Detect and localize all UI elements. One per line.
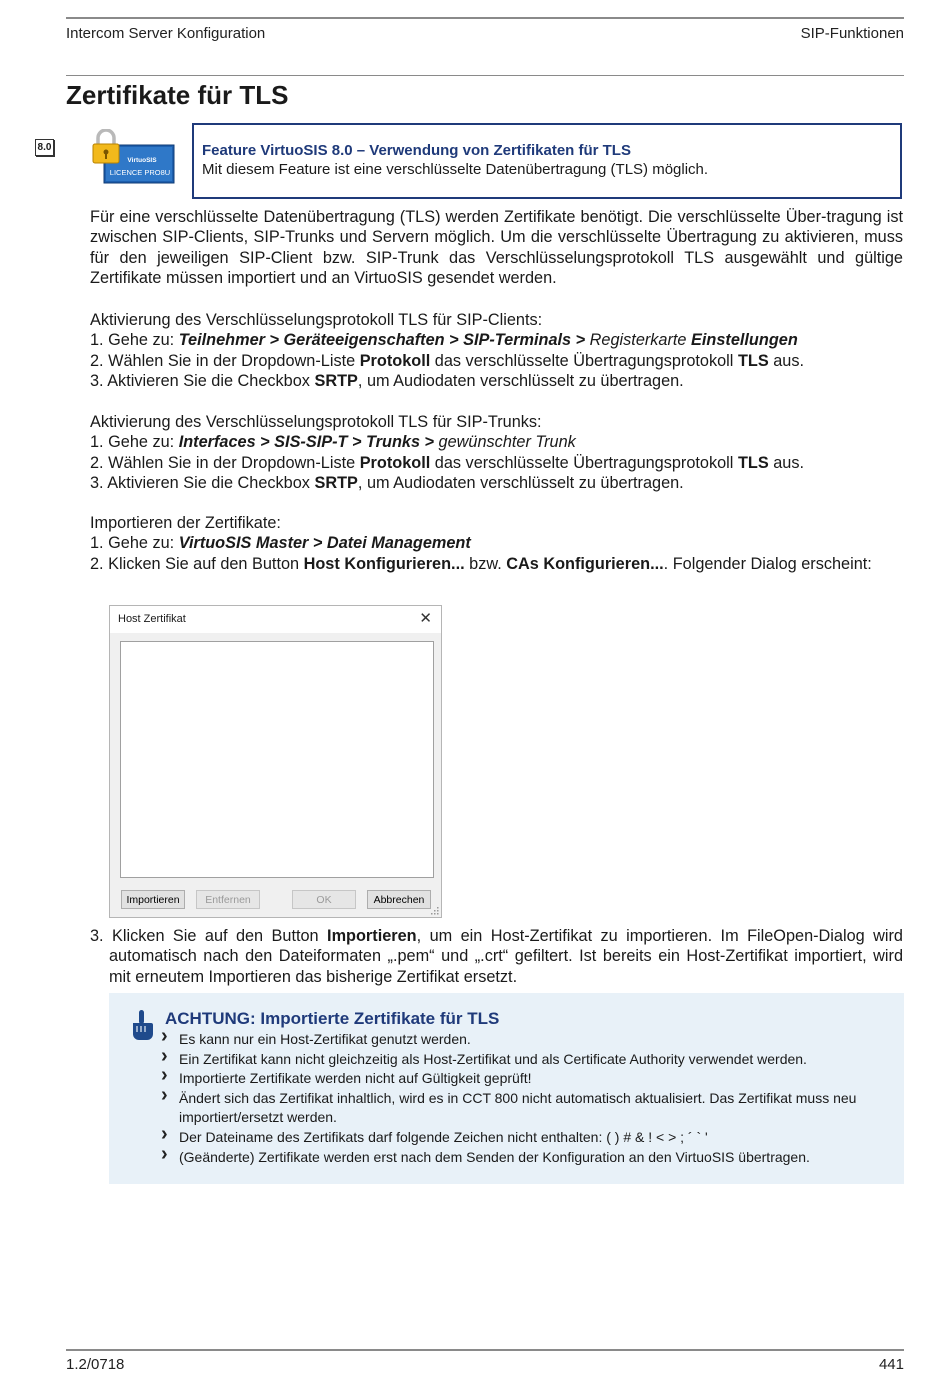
dialog-titlebar xyxy=(110,606,441,633)
certificate-list[interactable] xyxy=(120,641,434,878)
page-title: Zertifikate für TLS xyxy=(66,80,289,110)
import-step-1: 1. Gehe zu: VirtuoSIS Master > Datei Management xyxy=(90,534,471,553)
feature-title: Feature VirtuoSIS 8.0 – Verwendung von Zertifikaten für TLS xyxy=(202,142,631,159)
list-item: › Der Dateiname des Zertifikats darf folgende Zeichen nicht enthalten: ( ) # & ! < > ; ´ ` ' xyxy=(161,1128,891,1148)
remove-button[interactable]: Entfernen xyxy=(196,890,260,909)
clients-step-1: 1. Gehe zu: Teilnehmer > Geräteeigenschaften > SIP-Terminals > Registerkarte Einstellungen xyxy=(90,331,798,350)
pointing-hand-icon xyxy=(130,1009,154,1041)
warning-list xyxy=(161,1030,891,1167)
page-number: 441 xyxy=(878,1356,904,1373)
header-left: Intercom Server Konfiguration xyxy=(66,25,266,42)
import-step-2: 2. Klicken Sie auf den Button Host Konfigurieren... bzw. CAs Konfigurieren.... Folgender Dialog erscheint: xyxy=(90,554,872,573)
trunks-step-3: 3. Aktivieren Sie die Checkbox SRTP, um Audiodaten verschlüsselt zu übertragen. xyxy=(90,473,684,492)
list-item: › Ändert sich das Zertifikat inhaltlich, wird es in CCT 800 nicht automatisch aktualisiert. Das Zertifikat muss neu importiert/ersetzt werden. xyxy=(161,1089,891,1128)
trunks-step-2: 2. Wählen Sie in der Dropdown-Liste Protokoll das verschlüsselte Übertragungsprotokoll TLS aus. xyxy=(90,453,805,472)
footer-left: 1.2/0718 xyxy=(66,1356,125,1373)
version-badge: 8.0 xyxy=(35,139,54,156)
intro-paragraph: Für eine verschlüsselte Datenübertragung (TLS) werden Zertifikate benötigt. Die verschlüsselte Über-tragung ist zwischen SIP-Clients, SIP-Trunks und Servern möglich. Um die verschlüsselte Übertragung zu aktivieren, muss für den jeweiligen SIP-Client bzw. SIP-Trunk das Verschlüsselungsprotokoll TLS ausgewählt und gültige Zertifikate müssen importiert und an VirtuoSIS gesendet werden. xyxy=(90,208,903,287)
import-step-3: 3. Klicken Sie auf den Button Importieren, um ein Host-Zertifikat zu importieren. Im FileOpen-Dialog wird automatisch nach den Dateiformaten „.pem“ und „.crt“ gefiltert. Ist bereits ein Host-Zertifikat importiert, wird mit erneutem Importieren das bisherige Zertifikat ersetzt. xyxy=(90,927,903,986)
trunks-heading: Aktivierung des Verschlüsselungsprotokoll TLS für SIP-Trunks: xyxy=(90,413,542,431)
resize-grip-icon[interactable] xyxy=(430,906,439,915)
import-heading: Importieren der Zertifikate: xyxy=(90,514,281,532)
feature-text: Mit diesem Feature ist eine verschlüsselte Datenübertragung (TLS) möglich. xyxy=(202,161,709,178)
dialog-title: Host Zertifikat xyxy=(118,613,186,625)
footer-rule xyxy=(66,1349,904,1351)
header-right: SIP-Funktionen xyxy=(800,25,904,42)
clients-step-2: 2. Wählen Sie in der Dropdown-Liste Protokoll das verschlüsselte Übertragungsprotokoll TLS aus. xyxy=(90,351,805,370)
license-label: LICENCE PRO8U xyxy=(109,168,171,177)
clients-heading: Aktivierung des Verschlüsselungsprotokoll TLS für SIP-Clients: xyxy=(90,311,543,329)
host-certificate-dialog xyxy=(109,605,442,918)
clients-step-3: 3. Aktivieren Sie die Checkbox SRTP, um Audiodaten verschlüsselt zu übertragen. xyxy=(90,371,684,390)
header-bottom-rule xyxy=(66,75,904,76)
list-item: › Importierte Zertifikate werden nicht auf Gültigkeit geprüft! xyxy=(161,1069,891,1089)
list-item: › Ein Zertifikat kann nicht gleichzeitig als Host-Zertifikat und als Certificate Authority verwendet werden. xyxy=(161,1050,891,1070)
list-item: › (Geänderte) Zertifikate werden erst nach dem Senden der Konfiguration an den VirtuoSIS übertragen. xyxy=(161,1148,891,1168)
feature-box xyxy=(192,123,902,199)
warning-title: ACHTUNG: Importierte Zertifikate für TLS xyxy=(165,1009,500,1028)
import-section xyxy=(90,513,903,574)
intro-section xyxy=(90,207,903,288)
warning-box xyxy=(109,993,904,1184)
license-brand: VirtuoSIS xyxy=(127,157,157,164)
trunks-section xyxy=(90,412,903,493)
cancel-button[interactable]: Abbrechen xyxy=(367,890,431,909)
clients-section xyxy=(90,310,903,391)
import-button[interactable]: Importieren xyxy=(121,890,185,909)
list-item: › Es kann nur ein Host-Zertifikat genutzt werden. xyxy=(161,1030,891,1050)
ok-button[interactable]: OK xyxy=(292,890,356,909)
trunks-step-1: 1. Gehe zu: Interfaces > SIS-SIP-T > Trunks > gewünschter Trunk xyxy=(90,433,576,452)
close-icon[interactable]: ✕ xyxy=(419,610,432,627)
header-top-rule xyxy=(66,17,904,19)
lock-license-icon xyxy=(92,129,176,187)
import-step-3-section xyxy=(90,926,903,987)
